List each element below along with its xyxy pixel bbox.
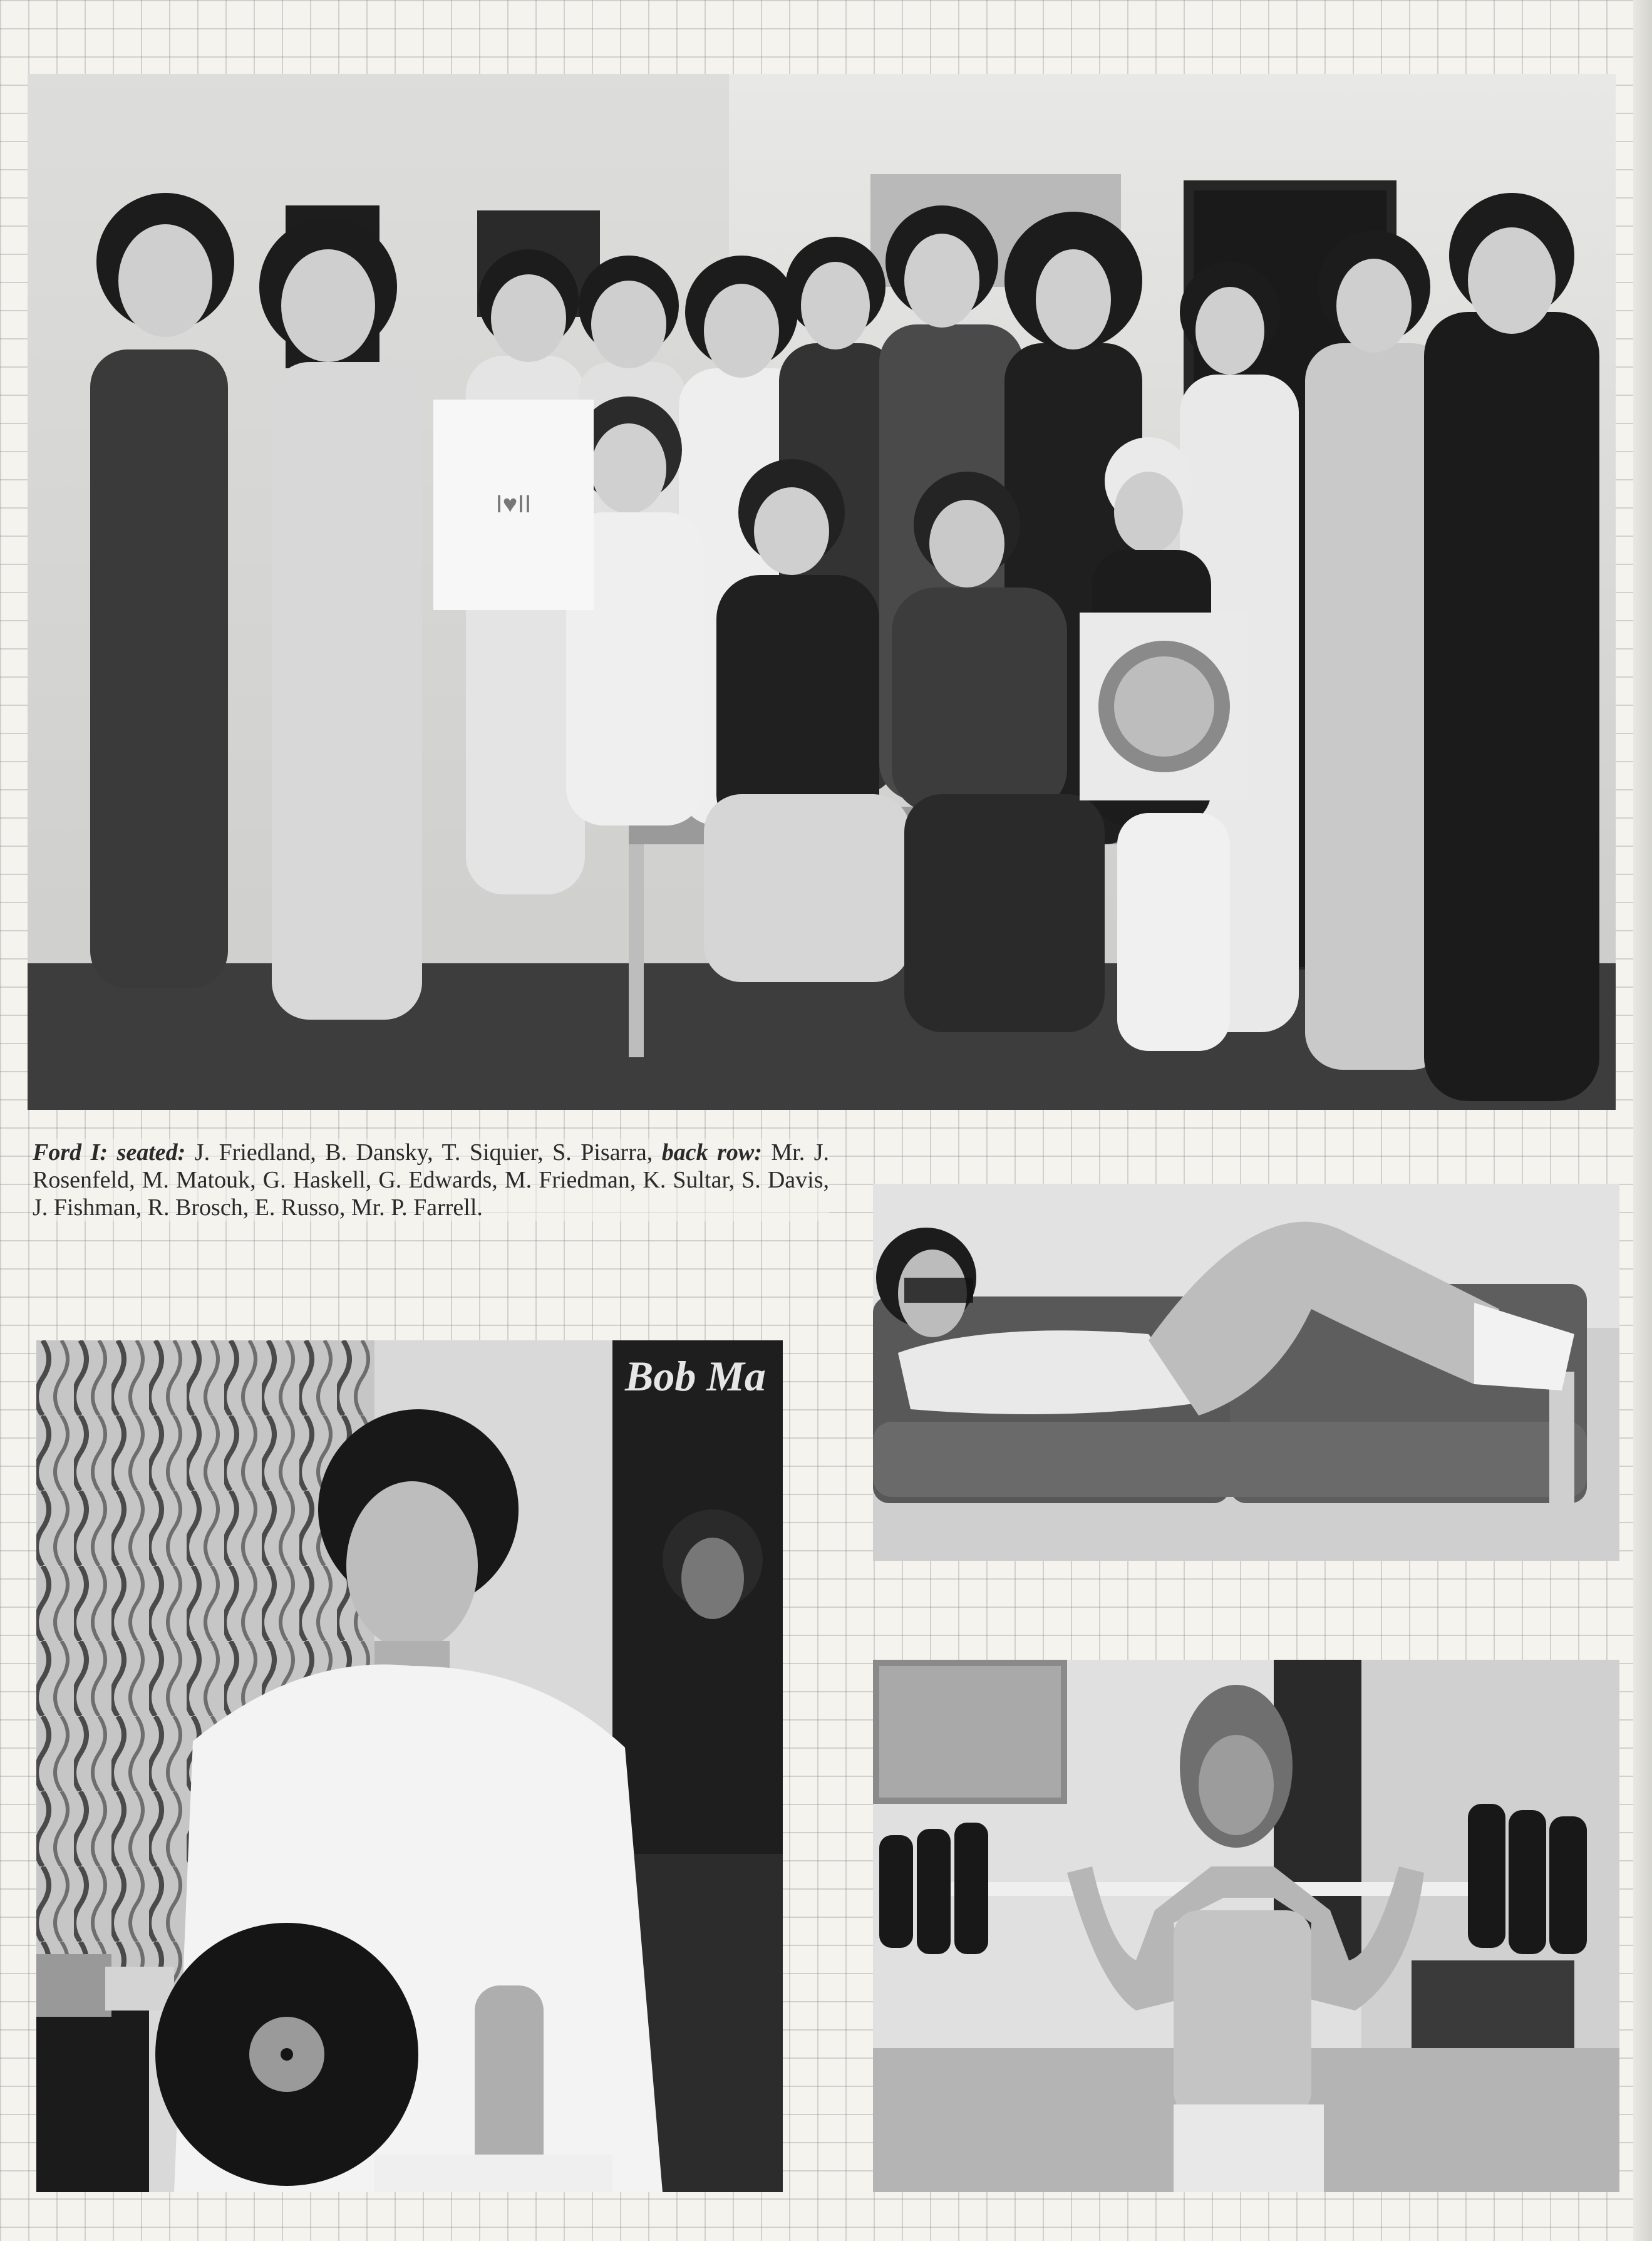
photo-caption: [33, 1139, 829, 1221]
poster-text: Bob Ma: [625, 1352, 766, 1400]
caption-lead-seated: Ford I: seated:: [33, 1139, 186, 1166]
record-photo: [36, 1340, 783, 2192]
group-photo: [28, 74, 1616, 1110]
sign-text: I♥II: [495, 490, 532, 518]
caption-names-seated: J. Friedland, B. Dansky, T. Siquier, S. Pisarra,: [185, 1139, 653, 1166]
caption-lead-back-row: back row:: [661, 1139, 762, 1166]
couch-photo: [873, 1184, 1619, 1561]
page-edge: [1633, 0, 1652, 2241]
caption-names-back-row: Mr. J. Rosenfeld, M. Matouk, G. Haskell, G. Edwards, M. Friedman, K. Sultar, S. Davis, J. Fishman, R. Brosch, E. Russo, Mr. P. Farrell.: [33, 1139, 830, 1221]
weightlifting-photo: [873, 1660, 1619, 2192]
